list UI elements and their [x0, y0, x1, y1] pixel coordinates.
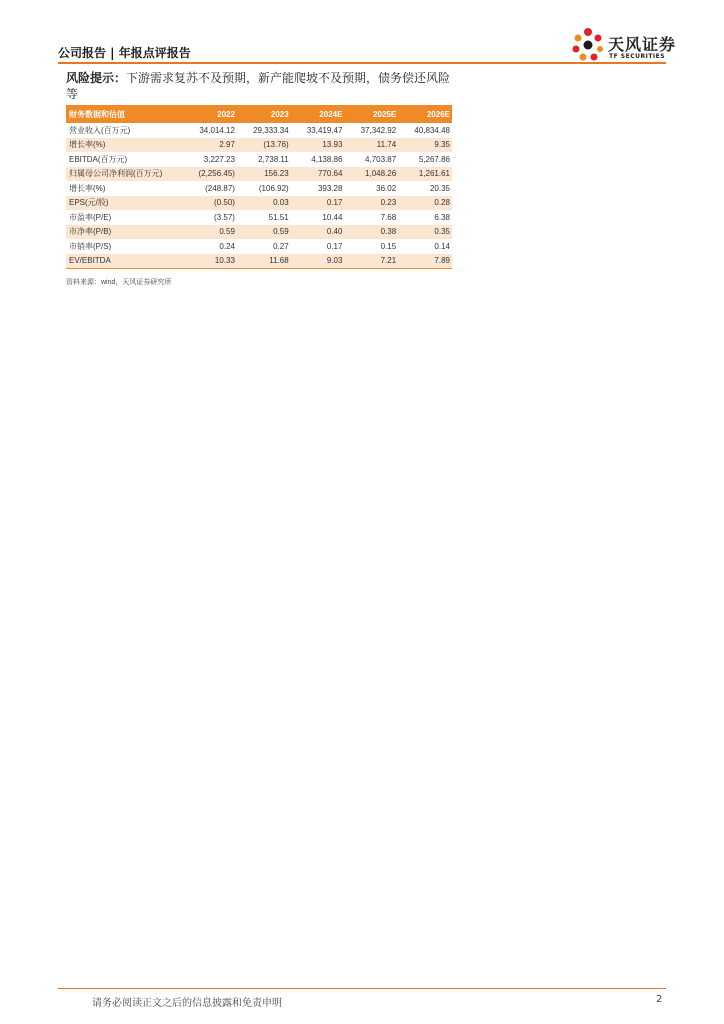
- footer-disclaimer: 请务必阅读正文之后的信息披露和免责申明: [92, 998, 282, 1009]
- header-divider: [58, 62, 666, 64]
- table-row: [66, 239, 452, 254]
- row-label: 增长率(%): [66, 138, 182, 153]
- table-cell: 9.03: [291, 254, 345, 269]
- table-row: [66, 254, 452, 269]
- table-cell: 5,267.86: [418, 154, 450, 164]
- table-header-cell: 财务数据和估值: [66, 105, 182, 123]
- table-cell: (248.87): [205, 183, 235, 193]
- table-cell: 37,342.92: [360, 125, 397, 135]
- table-cell: 4,703.87: [365, 154, 397, 164]
- table-cell: 10.44: [322, 212, 343, 222]
- company-logo: [568, 24, 678, 64]
- risk-warning: [66, 70, 458, 102]
- table-cell: 40,834.48: [414, 125, 450, 135]
- table-row: [66, 210, 452, 225]
- table-cell: 51.51: [268, 212, 289, 222]
- table-cell: 6.38: [434, 212, 450, 222]
- table-header-cell: 2026E: [398, 105, 452, 123]
- table-cell: 770.64: [291, 167, 345, 182]
- table-cell: 156.23: [237, 167, 291, 182]
- row-label: EPS(元/股): [66, 196, 182, 211]
- row-label: 增长率(%): [69, 183, 106, 193]
- table-cell: 1,261.61: [398, 167, 452, 182]
- table-row: [66, 196, 452, 211]
- table-cell: 11.68: [237, 254, 291, 269]
- footer-divider: [58, 988, 666, 989]
- table-row: [66, 152, 452, 167]
- page-number: 2: [656, 994, 663, 1005]
- table-cell: 9.35: [398, 138, 452, 153]
- table-cell: 33,419.47: [306, 125, 343, 135]
- logo-chinese-name: 天风证券: [608, 35, 677, 54]
- table-header-cell: 2023: [237, 105, 291, 123]
- table-cell: 0.17: [326, 241, 343, 251]
- table-header-row: [66, 105, 452, 123]
- table-cell: 2.97: [182, 138, 237, 153]
- table-cell: 0.15: [380, 241, 397, 251]
- table-row: [66, 138, 452, 153]
- flower-logo-icon: [568, 24, 608, 64]
- table-row: [66, 123, 452, 138]
- table-cell: 20.35: [429, 183, 450, 193]
- risk-warning-text: 下游需求复苏不及预期，新产能爬坡不及预期，债务偿还风险等: [66, 71, 451, 101]
- table-cell: 29,333.34: [253, 125, 289, 135]
- table-cell: 0.24: [219, 241, 235, 251]
- table-cell: (0.50): [182, 196, 237, 211]
- row-label: 营业收入(百万元): [69, 125, 131, 135]
- table-cell: 34,014.12: [199, 125, 235, 135]
- row-label: 市销率(P/S): [69, 241, 112, 251]
- table-cell: 7.89: [398, 254, 452, 269]
- table-cell: (2,256.45): [182, 167, 237, 182]
- table-cell: 1,048.26: [344, 167, 398, 182]
- table-cell: (106.92): [258, 183, 289, 193]
- table-cell: 10.33: [182, 254, 237, 269]
- table-cell: 4,138.86: [311, 154, 343, 164]
- table-cell: 0.03: [237, 196, 291, 211]
- table-cell: 0.59: [182, 225, 237, 240]
- table-cell: (3.57): [214, 212, 235, 222]
- report-header-title: 公司报告 | 年报点评报告: [58, 46, 191, 60]
- row-label: 市盈率(P/E): [69, 212, 112, 222]
- table-cell: 11.74: [344, 138, 398, 153]
- table-cell: 0.27: [273, 241, 289, 251]
- table-cell: 0.40: [291, 225, 345, 240]
- risk-warning-label: 风险提示：: [66, 71, 127, 85]
- table-cell: 0.38: [344, 225, 398, 240]
- row-label: EV/EBITDA: [66, 254, 182, 269]
- table-cell: 0.59: [237, 225, 291, 240]
- table-header-cell: 2022: [182, 105, 237, 123]
- table-cell: 36.02: [376, 183, 397, 193]
- table-cell: 0.28: [398, 196, 452, 211]
- table-cell: 0.35: [398, 225, 452, 240]
- table-cell: 0.17: [291, 196, 345, 211]
- table-cell: 7.68: [380, 212, 397, 222]
- table-cell: 0.14: [434, 241, 450, 251]
- table-cell: 13.93: [291, 138, 345, 153]
- table-cell: 7.21: [344, 254, 398, 269]
- table-row: [66, 167, 452, 182]
- row-label: EBITDA(百万元): [69, 154, 128, 164]
- financial-estimates-table: [66, 105, 452, 269]
- table-source-note: 资料来源：wind，天风证券研究所: [66, 279, 172, 286]
- row-label: 归属母公司净利润(百万元): [66, 167, 182, 182]
- table-header-cell: 2024E: [291, 105, 345, 123]
- logo-english-name: TF SECURITIES: [609, 53, 666, 60]
- table-row: [66, 181, 452, 196]
- table-cell: 0.23: [344, 196, 398, 211]
- table-header-cell: 2025E: [344, 105, 398, 123]
- table-row: [66, 225, 452, 240]
- row-label: 市净率(P/B): [66, 225, 182, 240]
- table-cell: (13.76): [237, 138, 291, 153]
- table-cell: 393.28: [317, 183, 343, 193]
- table-cell: 3,227.23: [203, 154, 235, 164]
- table-cell: 2,738.11: [258, 154, 289, 164]
